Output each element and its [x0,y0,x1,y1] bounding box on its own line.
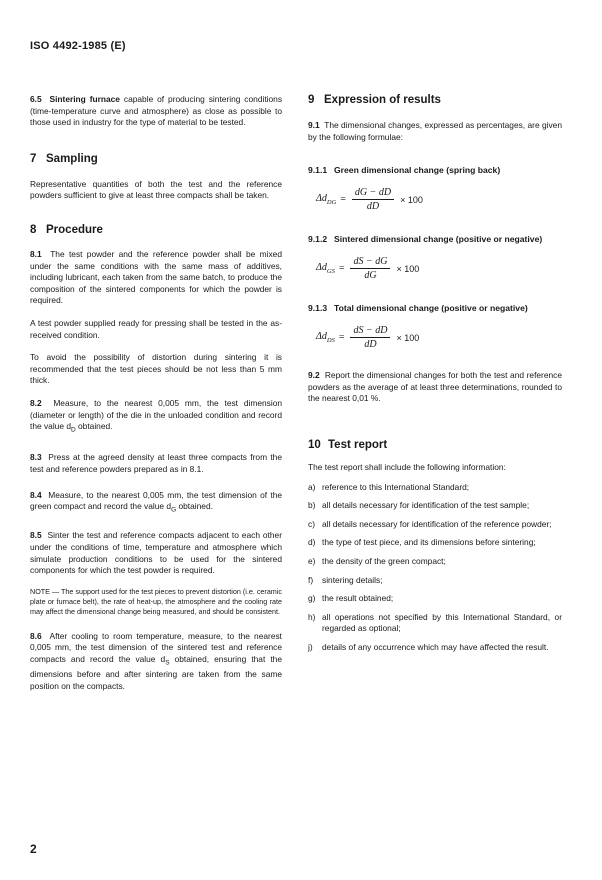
list-item-text: details of any occurrence which may have affected the result. [322,641,549,652]
clause-text-tail: obtained, ensuring that the dimensions before and after sintering are taken from the same position on the compacts. [30,653,282,691]
list-item [308,593,562,605]
list-item-label: e) [308,555,316,566]
list-item [308,556,562,568]
subclause-number: 9.1.3 [308,303,328,314]
clause-6-5 [30,94,282,129]
page-number: 2 [30,842,37,856]
section-number: 8 [30,223,37,236]
subclause-title: Green dimensional change (spring back) [334,165,501,176]
clause-8-6 [30,631,282,693]
clause-8-1 [30,249,282,307]
list-item-text: all operations not specified by this International Standard, or regarded as optional; [322,611,562,634]
list-item-text: all details necessary for identification of the test sample; [322,500,530,511]
list-item-label: j) [308,641,313,652]
subclause-number: 9.1.1 [308,165,328,176]
multiplier: × 100 [400,194,423,205]
sampling-text: Representative quantities of both the test and the reference powders sufficient to give at least three compacts shall be taken. [30,178,282,201]
denominator: dG [364,270,377,282]
clause-number: 9.2 [308,370,320,381]
test-report-list [308,482,562,654]
list-item-text: the density of the green compact; [322,555,446,566]
clause-9-2 [308,370,562,405]
subscript: D [70,426,76,434]
subscript: S [165,659,170,667]
clause-text-tail: obtained. [75,421,113,432]
section-heading-expression-of-results [308,94,562,106]
list-item [308,519,562,531]
list-item [308,575,562,587]
section-number: 9 [308,94,315,106]
subclause-number: 9.1.2 [308,234,328,245]
clause-number: 8.3 [30,452,42,463]
list-item-label: c) [308,518,315,529]
clause-number: 8.5 [30,530,42,541]
section-heading-procedure [30,224,282,236]
clause-number: 9.1 [308,120,320,130]
subclause-title: Sintered dimensional change (positive or negative) [334,234,543,245]
clause-text: The test powder and the reference powder shall be mixed under the same conditions with the same mass of additives, including lubricant, each taken from the same batch, to produce the composition of the sintered components for which the powder is required. [30,248,282,306]
fraction [350,256,390,281]
right-column [308,94,562,654]
list-item-label: d) [308,537,316,548]
list-item [308,537,562,549]
section-number: 10 [308,438,321,451]
section-title: Expression of results [324,94,441,106]
numerator: dS − dG [350,256,390,269]
clause-8-4 [30,490,282,517]
subscript: G [171,506,177,514]
list-item [308,642,562,654]
list-item-text: sintering details; [322,574,383,585]
list-item-text: the result obtained; [322,593,394,604]
formula-green-change [316,187,562,212]
page-header: ISO 4492-1985 (E) [30,40,126,52]
clause-number: 6.5 [30,94,42,104]
list-item [308,500,562,512]
left-column [30,94,282,692]
list-item-text: reference to this International Standard; [322,481,470,492]
clause-8-5 [30,530,282,576]
clause-number: 8.1 [30,248,42,259]
subclause-heading-9-1-1 [308,165,562,175]
section-heading-test-report [308,439,562,451]
denominator: dD [364,339,377,351]
clause-text: Measure, to the nearest 0,005 mm, the test dimension of the green compact and record the value d [30,489,283,512]
formula-total-change [316,325,562,350]
fraction [352,187,394,212]
formula-sintered-change [316,256,562,281]
multiplier: × 100 [396,263,420,274]
fraction [350,325,390,350]
formula-lhs: $\Delta d_{DG}$ [316,193,337,207]
list-item-label: f) [308,574,314,585]
clause-text: Press at the agreed density at least three compacts from the test and reference powders prepared as in 8.1. [30,452,282,474]
list-item [308,612,562,635]
clause-text-tail: obtained. [176,501,213,512]
clause-number: 8.2 [30,397,42,408]
clause-number: 8.6 [30,630,42,641]
section-number: 7 [30,152,37,165]
section-title: Procedure [46,223,103,236]
denominator: dD [366,201,380,213]
section-heading-sampling [30,153,282,165]
subclause-title: Total dimensional change (positive or negative) [334,303,528,314]
clause-text: Sinter the test and reference compacts adjacent to each other under the conditions of time, temperature and atmosphere which simulate production conditions to be used for the sintered components for which the test powder is required. [30,530,282,576]
equals-sign: = [338,332,345,344]
equals-sign: = [340,194,346,206]
clause-text: The dimensional changes, expressed as percentages, are given by the following formulae: [308,120,562,142]
equals-sign: = [338,263,345,275]
clause-number: 8.4 [30,489,42,500]
list-item-text: all details necessary for identification of the reference powder; [322,518,552,529]
clause-text: Report the dimensional changes for both the test and reference powders as the average of at least three determinations, rounded to the nearest 0,01 %. [308,370,563,404]
clause-8-3 [30,452,282,475]
numerator: dS − dD [350,325,390,338]
formula-lhs: $\Delta d_{DS}$ [316,331,335,345]
formula-lhs: $\Delta d_{GS}$ [316,262,335,276]
list-item-label: b) [308,500,316,511]
note: NOTE — The support used for the test pieces to prevent distortion (i.e. ceramic plate or furnace belt), the rate of heat-up, the atmosphere and the cooling rate may affect the dimensional change being measured, and should be consistent. [30,586,282,616]
clause-text: capable of producing sintering conditions (time-temperature curve and atmosphere) as close as possible to those used in industry for the type of material to be tested. [30,94,283,128]
list-item-label: h) [308,611,316,622]
clause-9-1 [308,120,562,143]
paragraph-as-received: A test powder supplied ready for pressing shall be tested in the as-received condition. [30,317,282,340]
section-title: Sampling [46,152,98,165]
clause-text: After cooling to room temperature, measure, to the nearest 0,005 mm, the test dimension of the sintered test and reference compacts and record the value d [30,630,282,664]
paragraph-distortion: To avoid the possibility of distortion during sintering it is recommended that the test pieces should be not less than 5 mm thick. [30,352,282,386]
list-item-label: a) [308,481,316,492]
clause-8-2 [30,398,282,436]
clause-title: Sintering furnace [49,94,120,104]
multiplier: × 100 [396,332,420,343]
list-item-text: the type of test piece, and its dimensions before sintering; [322,537,536,548]
test-report-intro: The test report shall include the following information: [308,461,506,472]
subclause-heading-9-1-3 [308,303,562,313]
list-item-label: g) [308,593,316,604]
clause-text: Measure, to the nearest 0,005 mm, the test dimension (diameter or length) of the die in the unloaded condition and record the value d [30,397,283,432]
list-item [308,482,562,494]
section-title: Test report [328,438,388,451]
numerator: dG − dD [352,187,394,200]
subclause-heading-9-1-2 [308,234,562,244]
